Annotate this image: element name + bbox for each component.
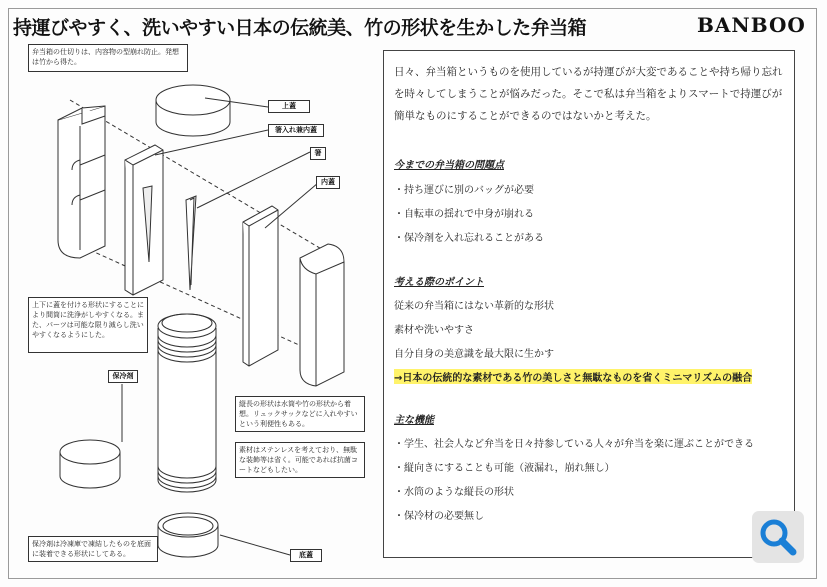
label-chopstick-case: 箸入れ兼内蓋 (268, 124, 324, 137)
note-ice-pack: 保冷剤は冷凍庫で凍結したものを底面に装着できる形状にしてある。 (28, 536, 158, 562)
list-item: 従来の弁当箱にはない革新的な形状 (394, 301, 554, 312)
intro-text: 日々、弁当箱というものを使用しているが持運びが大変であることや持ち帰り忘れを時々してしまうことが悩みだった。そこで私は弁当箱をよりスマートで持運びが簡単なものにすることができるのではないかと考えた。 (394, 66, 783, 122)
list-item: ・保冷剤を入れ忘れることがある (394, 233, 544, 244)
magnifier-icon (752, 511, 804, 563)
note-vertical-shape: 縦長の形状は水筒や竹の形状から着想。リュックサックなどに入れやすいという利便性もある。 (235, 396, 365, 432)
note-material: 素材はステンレスを考えており、無駄な装飾等は省く。可能であれば抗菌コートなどもしたい。 (235, 442, 365, 478)
problems-heading: 今までの弁当箱の問題点 (394, 160, 504, 171)
chopsticks-drawing (186, 196, 196, 290)
top-lid-drawing (156, 85, 230, 136)
points-heading: 考える際のポイント (394, 277, 484, 288)
description-panel (383, 50, 795, 558)
list-item: ・保冷材の必要無し (394, 511, 484, 522)
note-partition: 弁当箱の仕切りは、内容物の型崩れ防止。発想は竹から得た。 (28, 44, 188, 72)
list-item: ・持ち運びに別のバッグが必要 (394, 185, 534, 196)
list-item: 自分自身の美意識を最大限に生かす (394, 349, 554, 360)
list-item: 素材や洗いやすさ (394, 325, 474, 336)
inner-lid-drawing (243, 206, 278, 366)
list-item: ・縦向きにすることも可能（液漏れ，崩れ無し） (394, 463, 615, 474)
list-item: ・水筒のような縦長の形状 (394, 487, 514, 498)
zoom-button[interactable] (752, 511, 804, 563)
label-top-lid: 上蓋 (268, 100, 310, 113)
chopstick-case-drawing (125, 145, 163, 295)
list-item: ・自転車の揺れで中身が崩れる (394, 209, 534, 220)
outer-half-drawing (300, 244, 344, 386)
bottom-lid-drawing (158, 513, 218, 557)
label-chopsticks: 箸 (310, 147, 326, 160)
features-heading: 主な機能 (394, 415, 434, 426)
compartment-body-drawing (58, 106, 105, 258)
list-item: ・学生、社会人など弁当を日々持参している人々が弁当を楽に運ぶことができる (394, 439, 754, 450)
ice-pack-drawing (60, 440, 120, 488)
label-ice-pack: 保冷剤 (108, 370, 138, 383)
label-bottom-lid: 底蓋 (290, 549, 322, 562)
highlight-concept: →日本の伝統的な素材である竹の美しさと無駄なものを省くミニマリズムの融合 (394, 369, 752, 384)
label-inner-lid: 内蓋 (316, 176, 340, 189)
main-cylinder-drawing (158, 314, 216, 492)
note-lids: 上下に蓋を付ける形状にすることにより間筒に洗浄がしやすくなる。また、パーツは可能な限り減らし洗いやすくなるようにした。 (28, 297, 148, 353)
page-title: 持運びやすく、洗いやすい日本の伝統美、竹の形状を生かした弁当箱 (13, 17, 587, 39)
brand-name: BANBOO (697, 13, 806, 37)
